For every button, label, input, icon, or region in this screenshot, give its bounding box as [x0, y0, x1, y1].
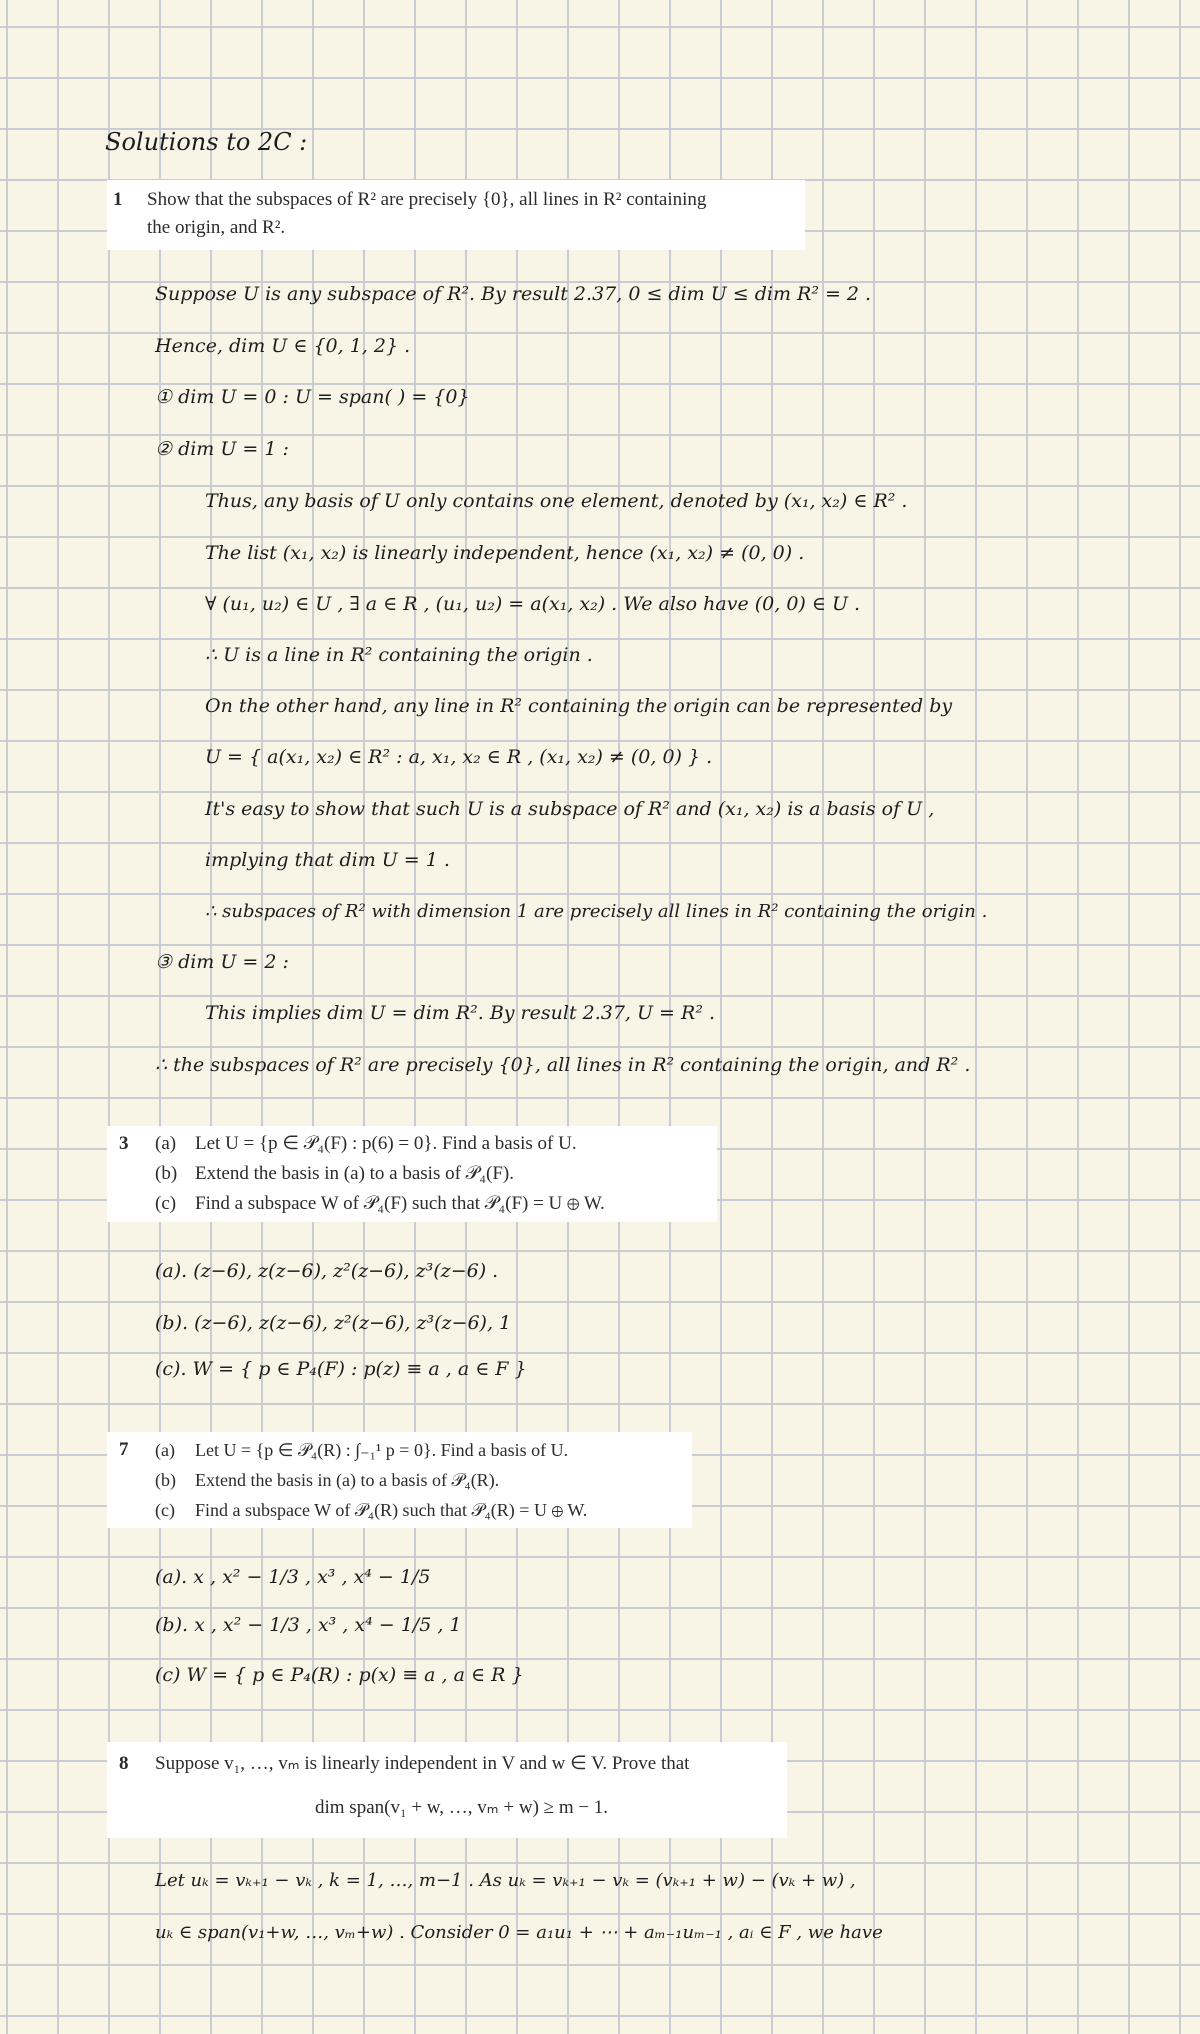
statement-part: (b) Extend the basis in (a) to a basis of 𝒫₄(R). [155, 1470, 500, 1490]
exercise-7-statement [107, 1432, 692, 1528]
solution-line: ② dim U = 1 : [155, 438, 289, 460]
solution-line: ∴ U is a line in R² containing the origin . [205, 644, 593, 666]
statement-part: (c) Find a subspace W of 𝒫₄(F) such that 𝒫₄(F) = U ⊕ W. [155, 1193, 605, 1214]
statement-part: (c) Find a subspace W of 𝒫₄(R) such that 𝒫₄(R) = U ⊕ W. [155, 1500, 588, 1520]
solution-line: ∴ subspaces of R² with dimension 1 are precisely all lines in R² containing the origin . [205, 901, 988, 922]
exercise-number: 7 [119, 1439, 129, 1460]
exercise-8-statement [107, 1742, 787, 1838]
solution-line: ① dim U = 0 : U = span( ) = {0} [155, 386, 470, 408]
solution-line: This implies dim U = dim R². By result 2.37, U = R² . [205, 1002, 716, 1024]
solution-line: Let uₖ = vₖ₊₁ − vₖ , k = 1, …, m−1 . As uₖ = vₖ₊₁ − vₖ = (vₖ₊₁ + w) − (vₖ + w) , [155, 1870, 856, 1891]
solution-line: Thus, any basis of U only contains one element, denoted by (x₁, x₂) ∈ R² . [205, 490, 908, 512]
solution-line: U = { a(x₁, x₂) ∈ R² : a, x₁, x₂ ∈ R , (x₁, x₂) ≠ (0, 0) } . [205, 746, 713, 768]
exercise-number: 1 [113, 189, 123, 210]
statement-part: (a) Let U = {p ∈ 𝒫₄(R) : ∫₋₁¹ p = 0}. Find a basis of U. [155, 1440, 569, 1460]
statement-line: Show that the subspaces of R² are precisely {0}, all lines in R² containing [147, 189, 707, 210]
statement-line: the origin, and R². [147, 217, 286, 238]
solution-line: uₖ ∈ span(v₁+w, …, vₘ+w) . Consider 0 = a₁u₁ + ⋯ + aₘ₋₁uₘ₋₁ , aᵢ ∈ F , we have [155, 1922, 883, 1943]
exercise-1-statement [107, 180, 805, 250]
exercise-3-statement [107, 1126, 717, 1222]
solution-line: It's easy to show that such U is a subspace of R² and (x₁, x₂) is a basis of U , [205, 798, 935, 820]
page-title: Solutions to 2C : [105, 128, 308, 156]
solution-line: (b). x , x² − 1/3 , x³ , x⁴ − 1/5 , 1 [155, 1614, 462, 1636]
exercise-number: 3 [119, 1133, 129, 1154]
statement-part: (b) Extend the basis in (a) to a basis of 𝒫₄(F). [155, 1163, 514, 1184]
solution-line: (b). (z−6), z(z−6), z²(z−6), z³(z−6), 1 [155, 1312, 512, 1334]
solution-line: (a). x , x² − 1/3 , x³ , x⁴ − 1/5 [155, 1566, 431, 1588]
solution-line: (a). (z−6), z(z−6), z²(z−6), z³(z−6) . [155, 1260, 499, 1282]
solution-line: Suppose U is any subspace of R². By result 2.37, 0 ≤ dim U ≤ dim R² = 2 . [155, 283, 872, 305]
exercise-number: 8 [119, 1753, 129, 1774]
solution-line: Hence, dim U ∈ {0, 1, 2} . [155, 335, 411, 357]
solution-line: (c) W = { p ∈ P₄(R) : p(x) ≡ a , a ∈ R } [155, 1664, 524, 1686]
solution-line: On the other hand, any line in R² containing the origin can be represented by [205, 695, 953, 717]
statement-line: Suppose v₁, …, vₘ is linearly independent in V and w ∈ V. Prove that [155, 1753, 690, 1774]
statement-line: dim span(v₁ + w, …, vₘ + w) ≥ m − 1. [315, 1797, 609, 1818]
solution-line: ∀ (u₁, u₂) ∈ U , ∃ a ∈ R , (u₁, u₂) = a(x₁, x₂) . We also have (0, 0) ∈ U . [205, 593, 861, 615]
statement-part: (a) Let U = {p ∈ 𝒫₄(F) : p(6) = 0}. Find a basis of U. [155, 1133, 577, 1154]
solution-line: ∴ the subspaces of R² are precisely {0}, all lines in R² containing the origin, and R² . [155, 1054, 971, 1076]
solution-line: ③ dim U = 2 : [155, 951, 289, 973]
solution-line: (c). W = { p ∈ P₄(F) : p(z) ≡ a , a ∈ F } [155, 1358, 527, 1380]
solution-line: The list (x₁, x₂) is linearly independent, hence (x₁, x₂) ≠ (0, 0) . [205, 542, 805, 564]
solution-line: implying that dim U = 1 . [205, 849, 450, 871]
